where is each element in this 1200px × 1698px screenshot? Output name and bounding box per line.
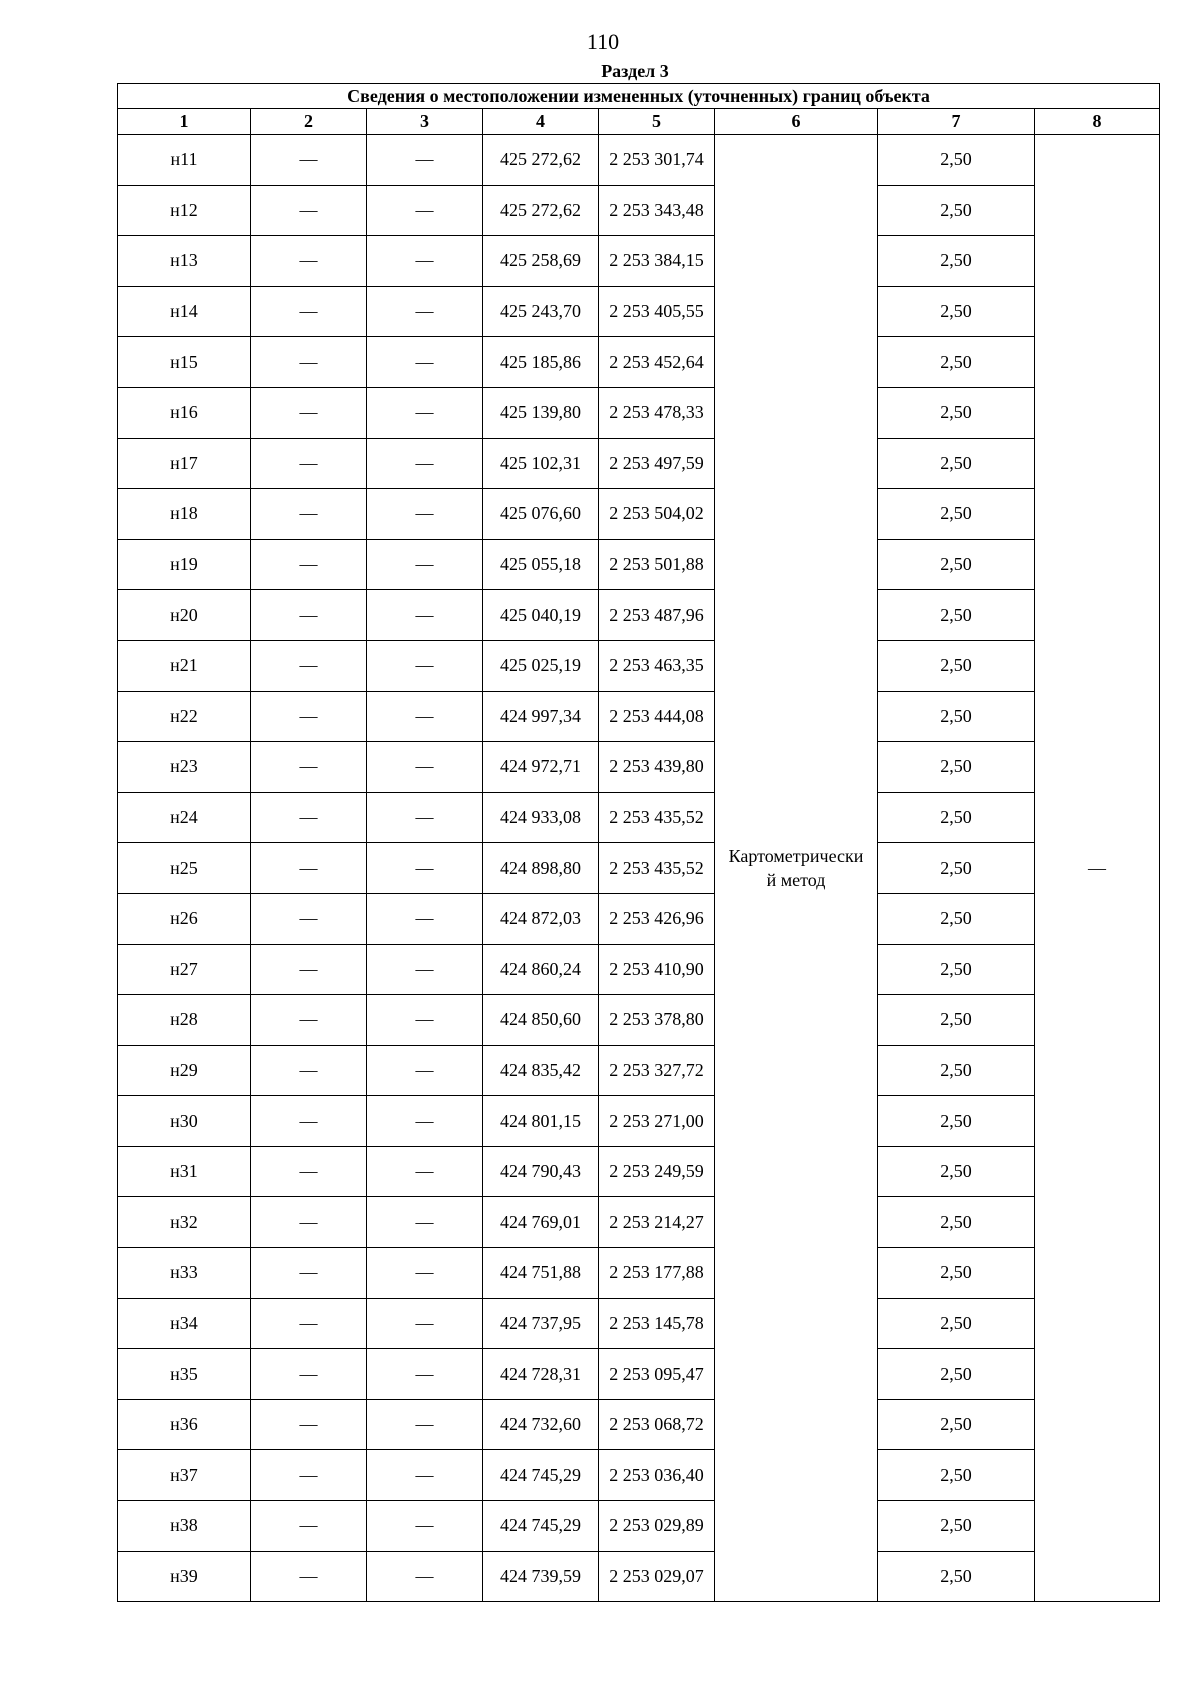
column-2-cell: — [251, 135, 367, 186]
point-name-cell: н26 [118, 893, 251, 944]
column-3-cell: — [367, 944, 483, 995]
table-row [118, 539, 1160, 590]
column-2-cell: — [251, 1551, 367, 1602]
accuracy-cell: 2,50 [878, 1248, 1035, 1299]
accuracy-cell: 2,50 [878, 1349, 1035, 1400]
accuracy-cell: 2,50 [878, 1045, 1035, 1096]
accuracy-cell: 2,50 [878, 1450, 1035, 1501]
x-coordinate-cell: 425 139,80 [483, 387, 599, 438]
accuracy-cell: 2,50 [878, 792, 1035, 843]
table-row [118, 843, 1160, 894]
x-coordinate-cell: 424 997,34 [483, 691, 599, 742]
column-2-cell: — [251, 1096, 367, 1147]
column-3-cell: — [367, 1399, 483, 1450]
y-coordinate-cell: 2 253 095,47 [599, 1349, 715, 1400]
x-coordinate-cell: 424 790,43 [483, 1146, 599, 1197]
table-row [118, 893, 1160, 944]
point-name-cell: н23 [118, 742, 251, 793]
y-coordinate-cell: 2 253 271,00 [599, 1096, 715, 1147]
column-2-cell: — [251, 438, 367, 489]
table-row [118, 995, 1160, 1046]
table-row [118, 1197, 1160, 1248]
column-2-cell: — [251, 1450, 367, 1501]
point-name-cell: н35 [118, 1349, 251, 1400]
x-coordinate-cell: 424 850,60 [483, 995, 599, 1046]
column-3-cell: — [367, 1349, 483, 1400]
table-row [118, 742, 1160, 793]
accuracy-cell: 2,50 [878, 236, 1035, 287]
y-coordinate-cell: 2 253 301,74 [599, 135, 715, 186]
column-2-cell: — [251, 539, 367, 590]
point-name-cell: н21 [118, 640, 251, 691]
accuracy-cell: 2,50 [878, 944, 1035, 995]
x-coordinate-cell: 424 728,31 [483, 1349, 599, 1400]
column-2-cell: — [251, 944, 367, 995]
table-body [118, 135, 1160, 1602]
y-coordinate-cell: 2 253 249,59 [599, 1146, 715, 1197]
column-3-cell: — [367, 1298, 483, 1349]
y-coordinate-cell: 2 253 343,48 [599, 185, 715, 236]
column-2-cell: — [251, 185, 367, 236]
x-coordinate-cell: 424 933,08 [483, 792, 599, 843]
y-coordinate-cell: 2 253 463,35 [599, 640, 715, 691]
column-3-cell: — [367, 640, 483, 691]
accuracy-cell: 2,50 [878, 590, 1035, 641]
table-row [118, 1501, 1160, 1552]
y-coordinate-cell: 2 253 439,80 [599, 742, 715, 793]
accuracy-cell: 2,50 [878, 1551, 1035, 1602]
y-coordinate-cell: 2 253 177,88 [599, 1248, 715, 1299]
accuracy-cell: 2,50 [878, 1096, 1035, 1147]
y-coordinate-cell: 2 253 384,15 [599, 236, 715, 287]
table-row [118, 691, 1160, 742]
column-3-cell: — [367, 236, 483, 287]
x-coordinate-cell: 424 751,88 [483, 1248, 599, 1299]
x-coordinate-cell: 424 801,15 [483, 1096, 599, 1147]
column-2-cell: — [251, 489, 367, 540]
column-number-header: 5 [599, 109, 715, 135]
column-2-cell: — [251, 387, 367, 438]
column-number-header: 1 [118, 109, 251, 135]
table-row [118, 185, 1160, 236]
x-coordinate-cell: 425 040,19 [483, 590, 599, 641]
column-2-cell: — [251, 1045, 367, 1096]
x-coordinate-cell: 425 055,18 [483, 539, 599, 590]
table-caption: Сведения о местоположении измененных (уточненных) границ объекта [118, 84, 1160, 109]
point-name-cell: н13 [118, 236, 251, 287]
point-name-cell: н38 [118, 1501, 251, 1552]
column-2-cell: — [251, 792, 367, 843]
table-row [118, 590, 1160, 641]
x-coordinate-cell: 424 739,59 [483, 1551, 599, 1602]
x-coordinate-cell: 424 745,29 [483, 1450, 599, 1501]
table-row [118, 286, 1160, 337]
table-row [118, 1298, 1160, 1349]
x-coordinate-cell: 424 835,42 [483, 1045, 599, 1096]
x-coordinate-cell: 424 972,71 [483, 742, 599, 793]
x-coordinate-cell: 424 769,01 [483, 1197, 599, 1248]
x-coordinate-cell: 424 745,29 [483, 1501, 599, 1552]
table-row [118, 438, 1160, 489]
point-name-cell: н14 [118, 286, 251, 337]
x-coordinate-cell: 425 258,69 [483, 236, 599, 287]
accuracy-cell: 2,50 [878, 640, 1035, 691]
table-row [118, 944, 1160, 995]
column-2-cell: — [251, 286, 367, 337]
coordinates-table [117, 83, 1160, 1602]
y-coordinate-cell: 2 253 501,88 [599, 539, 715, 590]
table-row [118, 337, 1160, 388]
column-3-cell: — [367, 893, 483, 944]
table-row [118, 640, 1160, 691]
point-name-cell: н34 [118, 1298, 251, 1349]
y-coordinate-cell: 2 253 444,08 [599, 691, 715, 742]
column-number-header: 6 [715, 109, 878, 135]
column-3-cell: — [367, 995, 483, 1046]
accuracy-cell: 2,50 [878, 1399, 1035, 1450]
x-coordinate-cell: 425 272,62 [483, 185, 599, 236]
accuracy-cell: 2,50 [878, 1146, 1035, 1197]
point-name-cell: н20 [118, 590, 251, 641]
accuracy-cell: 2,50 [878, 337, 1035, 388]
y-coordinate-cell: 2 253 068,72 [599, 1399, 715, 1450]
column-2-cell: — [251, 236, 367, 287]
x-coordinate-cell: 425 102,31 [483, 438, 599, 489]
x-coordinate-cell: 425 243,70 [483, 286, 599, 337]
y-coordinate-cell: 2 253 029,89 [599, 1501, 715, 1552]
point-name-cell: н19 [118, 539, 251, 590]
y-coordinate-cell: 2 253 378,80 [599, 995, 715, 1046]
column-3-cell: — [367, 1551, 483, 1602]
column-2-cell: — [251, 590, 367, 641]
column-3-cell: — [367, 691, 483, 742]
column-8-cell: — [1035, 135, 1160, 1602]
y-coordinate-cell: 2 253 145,78 [599, 1298, 715, 1349]
column-2-cell: — [251, 691, 367, 742]
y-coordinate-cell: 2 253 504,02 [599, 489, 715, 540]
y-coordinate-cell: 2 253 327,72 [599, 1045, 715, 1096]
table-row [118, 1399, 1160, 1450]
table-row [118, 489, 1160, 540]
point-name-cell: н16 [118, 387, 251, 438]
x-coordinate-cell: 424 898,80 [483, 843, 599, 894]
column-number-header: 8 [1035, 109, 1160, 135]
y-coordinate-cell: 2 253 426,96 [599, 893, 715, 944]
column-2-cell: — [251, 1298, 367, 1349]
accuracy-cell: 2,50 [878, 286, 1035, 337]
y-coordinate-cell: 2 253 478,33 [599, 387, 715, 438]
accuracy-cell: 2,50 [878, 185, 1035, 236]
x-coordinate-cell: 424 732,60 [483, 1399, 599, 1450]
column-2-cell: — [251, 1501, 367, 1552]
column-2-cell: — [251, 1197, 367, 1248]
accuracy-cell: 2,50 [878, 489, 1035, 540]
column-number-header: 2 [251, 109, 367, 135]
column-3-cell: — [367, 1450, 483, 1501]
column-numbers-row [118, 109, 1160, 135]
column-3-cell: — [367, 1146, 483, 1197]
accuracy-cell: 2,50 [878, 843, 1035, 894]
point-name-cell: н33 [118, 1248, 251, 1299]
table-row [118, 1146, 1160, 1197]
page-number: 110 [586, 29, 620, 54]
accuracy-cell: 2,50 [878, 995, 1035, 1046]
column-2-cell: — [251, 893, 367, 944]
column-3-cell: — [367, 286, 483, 337]
column-3-cell: — [367, 843, 483, 894]
column-2-cell: — [251, 337, 367, 388]
column-3-cell: — [367, 792, 483, 843]
point-name-cell: н28 [118, 995, 251, 1046]
point-name-cell: н12 [118, 185, 251, 236]
table-row [118, 792, 1160, 843]
column-2-cell: — [251, 1248, 367, 1299]
column-3-cell: — [367, 438, 483, 489]
column-3-cell: — [367, 387, 483, 438]
table-row [118, 236, 1160, 287]
point-name-cell: н37 [118, 1450, 251, 1501]
column-number-header: 3 [367, 109, 483, 135]
x-coordinate-cell: 425 272,62 [483, 135, 599, 186]
method-cell: Картометрически й метод [715, 135, 878, 1602]
point-name-cell: н18 [118, 489, 251, 540]
table-row [118, 1450, 1160, 1501]
point-name-cell: н30 [118, 1096, 251, 1147]
point-name-cell: н24 [118, 792, 251, 843]
accuracy-cell: 2,50 [878, 1298, 1035, 1349]
column-number-header: 7 [878, 109, 1035, 135]
column-3-cell: — [367, 1096, 483, 1147]
column-2-cell: — [251, 1146, 367, 1197]
y-coordinate-cell: 2 253 497,59 [599, 438, 715, 489]
y-coordinate-cell: 2 253 452,64 [599, 337, 715, 388]
column-2-cell: — [251, 995, 367, 1046]
section-title: Раздел 3 [601, 61, 669, 81]
table-row [118, 135, 1160, 186]
x-coordinate-cell: 424 872,03 [483, 893, 599, 944]
table-row [118, 1045, 1160, 1096]
y-coordinate-cell: 2 253 435,52 [599, 792, 715, 843]
y-coordinate-cell: 2 253 029,07 [599, 1551, 715, 1602]
y-coordinate-cell: 2 253 487,96 [599, 590, 715, 641]
y-coordinate-cell: 2 253 214,27 [599, 1197, 715, 1248]
table-row [118, 1248, 1160, 1299]
y-coordinate-cell: 2 253 435,52 [599, 843, 715, 894]
x-coordinate-cell: 425 185,86 [483, 337, 599, 388]
point-name-cell: н17 [118, 438, 251, 489]
x-coordinate-cell: 425 025,19 [483, 640, 599, 691]
point-name-cell: н39 [118, 1551, 251, 1602]
column-3-cell: — [367, 1197, 483, 1248]
table-row [118, 387, 1160, 438]
accuracy-cell: 2,50 [878, 387, 1035, 438]
column-3-cell: — [367, 1248, 483, 1299]
accuracy-cell: 2,50 [878, 539, 1035, 590]
accuracy-cell: 2,50 [878, 691, 1035, 742]
column-3-cell: — [367, 489, 483, 540]
column-3-cell: — [367, 337, 483, 388]
y-coordinate-cell: 2 253 410,90 [599, 944, 715, 995]
accuracy-cell: 2,50 [878, 1197, 1035, 1248]
point-name-cell: н29 [118, 1045, 251, 1096]
column-3-cell: — [367, 539, 483, 590]
column-number-header: 4 [483, 109, 599, 135]
column-3-cell: — [367, 590, 483, 641]
point-name-cell: н11 [118, 135, 251, 186]
x-coordinate-cell: 424 737,95 [483, 1298, 599, 1349]
accuracy-cell: 2,50 [878, 438, 1035, 489]
y-coordinate-cell: 2 253 405,55 [599, 286, 715, 337]
x-coordinate-cell: 424 860,24 [483, 944, 599, 995]
y-coordinate-cell: 2 253 036,40 [599, 1450, 715, 1501]
column-3-cell: — [367, 135, 483, 186]
column-3-cell: — [367, 742, 483, 793]
column-2-cell: — [251, 1349, 367, 1400]
column-3-cell: — [367, 1501, 483, 1552]
table-row [118, 1551, 1160, 1602]
point-name-cell: н32 [118, 1197, 251, 1248]
accuracy-cell: 2,50 [878, 1501, 1035, 1552]
column-3-cell: — [367, 1045, 483, 1096]
point-name-cell: н25 [118, 843, 251, 894]
x-coordinate-cell: 425 076,60 [483, 489, 599, 540]
point-name-cell: н36 [118, 1399, 251, 1450]
column-2-cell: — [251, 742, 367, 793]
point-name-cell: н31 [118, 1146, 251, 1197]
point-name-cell: н15 [118, 337, 251, 388]
point-name-cell: н27 [118, 944, 251, 995]
table-row [118, 1349, 1160, 1400]
column-3-cell: — [367, 185, 483, 236]
column-2-cell: — [251, 843, 367, 894]
column-2-cell: — [251, 1399, 367, 1450]
accuracy-cell: 2,50 [878, 135, 1035, 186]
column-2-cell: — [251, 640, 367, 691]
accuracy-cell: 2,50 [878, 893, 1035, 944]
accuracy-cell: 2,50 [878, 742, 1035, 793]
point-name-cell: н22 [118, 691, 251, 742]
table-row [118, 1096, 1160, 1147]
